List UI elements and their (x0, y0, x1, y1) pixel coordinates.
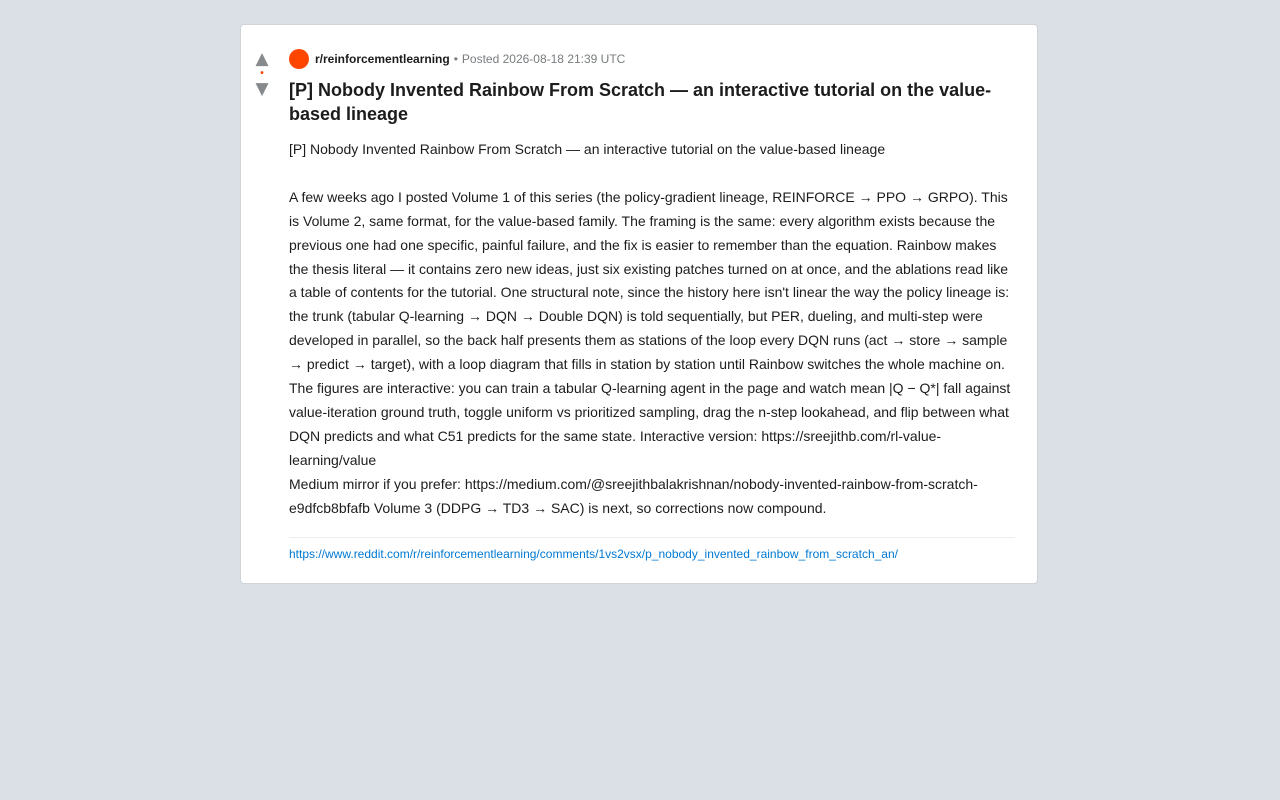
post-timestamp: Posted 2026-08-18 21:39 UTC (461, 52, 626, 66)
post-meta (289, 49, 1015, 69)
post-permalink[interactable]: https://www.reddit.com/r/reinforcementlearning/comments/1vs2vsx/p_nobody_invented_rainbow_from_scratch_an/ (289, 546, 898, 561)
subreddit-icon[interactable] (289, 49, 309, 69)
divider (289, 537, 1015, 538)
down-arrow-icon[interactable]: ▼ (255, 79, 269, 99)
post-content (289, 49, 1015, 561)
post-card (240, 24, 1038, 584)
post-title[interactable]: [P] Nobody Invented Rainbow From Scratch — an interactive tutorial on the value-based lineage (289, 80, 992, 124)
vote-column (253, 49, 271, 99)
vote-score: • (260, 68, 264, 79)
meta-separator: • (453, 52, 458, 66)
subreddit-link[interactable]: r/reinforcementlearning (315, 52, 450, 66)
up-arrow-icon[interactable]: ▲ (255, 49, 269, 69)
post-body: [P] Nobody Invented Rainbow From Scratch — an interactive tutorial on the value-based lineage A few weeks ago I posted Volume 1 of this series (the policy-gradient lineage, REINFORCE → PPO → GRPO). This is Volume 2, same format, for the value-based family. The framing is the same: every algorithm exists because the previous one had one specific, painful failure, and the fix is easier to remember than the equation. Rainbow makes the thesis literal — it contains zero new ideas, just six existing patches turned on at once, and the ablations read like a table of contents for the tutorial. One structural note, since the history here isn't linear the way the policy lineage is: the trunk (tabular Q-learning → DQN → Double DQN) is told sequentially, but PER, dueling, and multi-step were developed in parallel, so the back half presents them as stations of the loop every DQN runs (act → store → sample → predict → target), with a loop diagram that fills in station by station until Rainbow switches the whole machine on. The figures are interactive: you can train a tabular Q-learning agent in the page and watch mean |Q − Q*| fall against value-iteration ground truth, toggle uniform vs prioritized sampling, drag the n-step lookahead, and flip between what DQN predicts and what C51 predicts for the same state. Interactive version: https://sreejithb.com/rl-value-learning/value Medium mirror if you prefer: https://medium.com/@sreejithbalakrishnan/nobody-invented-rainbow-from-scratch-e9dfcb8bfafb Volume 3 (DDPG → TD3 → SAC) is next, so corrections now compound. (289, 141, 1011, 516)
